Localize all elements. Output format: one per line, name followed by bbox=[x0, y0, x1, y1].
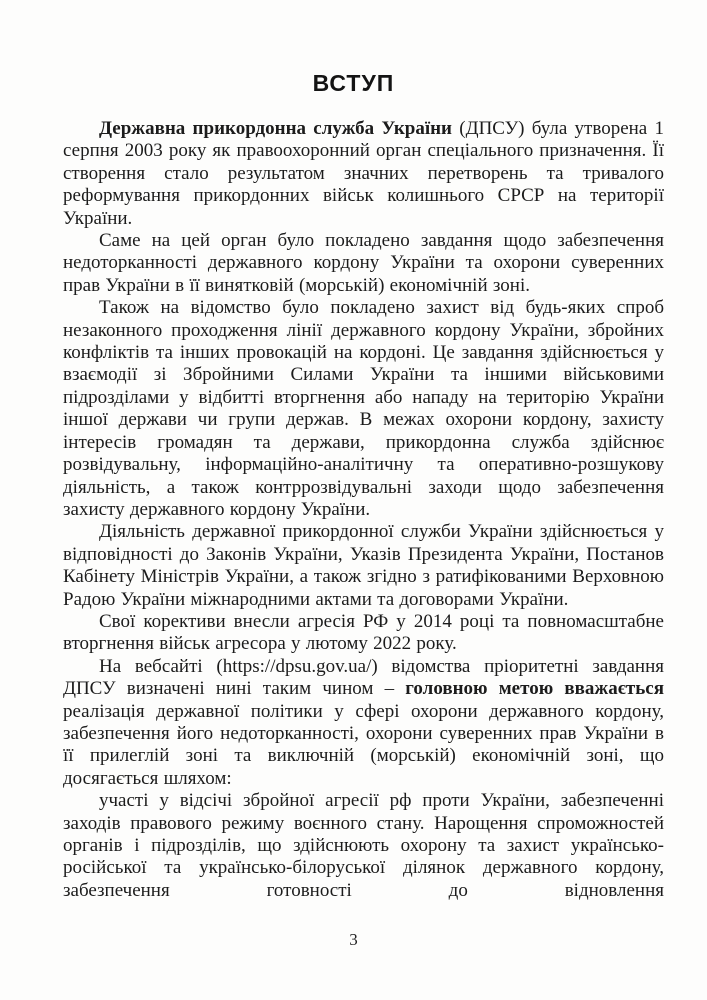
paragraph bbox=[63, 118, 664, 230]
paragraph bbox=[63, 230, 664, 297]
paragraph-segment: реалізація державної політики у сфері охорони державного кордону, забезпечення його недоторканності, охорони суверенних прав України в її прилеглій зоні та виключній (морській) економічній зоні, що досягається шляхом: bbox=[63, 700, 664, 789]
page-title: ВСТУП bbox=[312, 70, 395, 96]
paragraph bbox=[63, 656, 664, 790]
paragraph-segment-bold: Державна прикордонна служба України bbox=[99, 118, 453, 139]
paragraph bbox=[63, 521, 664, 611]
paragraph-segment: На вебсайті (https://dpsu.gov.ua/) відомства пріоритетні завдання ДПСУ визначені нині таким чином – bbox=[63, 655, 664, 700]
paragraph-segment: (ДПСУ) була утворена 1 серпня 2003 року як правоохоронний орган спеціального призначення. Її створення стало результатом значних перетворень та тривалого реформування прикордонних військ колишнього СРСР на території України. bbox=[63, 118, 664, 229]
paragraph-segment: Діяльність державної прикордонної служби України здійснюється у відповідності до Законів України, Указів Президента України, Постанов Кабінету Міністрів України, а також згідно з ратифікованими Верховною Радою України міжнародними актами та договорами України. bbox=[63, 521, 664, 610]
paragraph-segment: Також на відомство було покладено захист від будь-яких спроб незаконного проходження лінії державного кордону України, збройних конфліктів та інших провокацій на кордоні. Це завдання здійснюється у взаємодії зі Збройними Силами України та іншими військовими підрозділами у відбитті вторгнення або нападу на територію України іншої держави чи групи держав. В межах охорони кордону, захисту інтересів громадян та держави, прикордонна служба здійснює розвідувальну, інформаційно-аналітичну та оперативно-розшукову діяльність, а також контррозвідувальні заходи щодо забезпечення захисту державного кордону України. bbox=[63, 297, 664, 520]
paragraph bbox=[63, 611, 664, 656]
paragraph bbox=[63, 297, 664, 521]
paragraph-segment: Саме на цей орган було покладено завдання щодо забезпечення недоторканності державного кордону України та охорони суверенних прав України в її винятковій (морській) економічній зоні. bbox=[63, 230, 664, 296]
document-body bbox=[63, 118, 664, 902]
paragraph bbox=[63, 790, 664, 902]
paragraph-segment: участі у відсічі збройної агресії рф проти України, забезпеченні заходів правового режиму воєнного стану. Нарощення спроможностей органів і підрозділів, що здійснюють охорону та захист українсько-російської та українсько-білоруської ділянок державного кордону, забезпечення готовності до відновлення bbox=[63, 790, 664, 901]
page-number: 3 bbox=[349, 930, 358, 949]
paragraph-segment-bold: головною метою вважається bbox=[405, 678, 664, 700]
paragraph-segment: Свої корективи внесли агресія РФ у 2014 році та повномасштабне вторгнення військ агресора у лютому 2022 року. bbox=[63, 610, 664, 655]
